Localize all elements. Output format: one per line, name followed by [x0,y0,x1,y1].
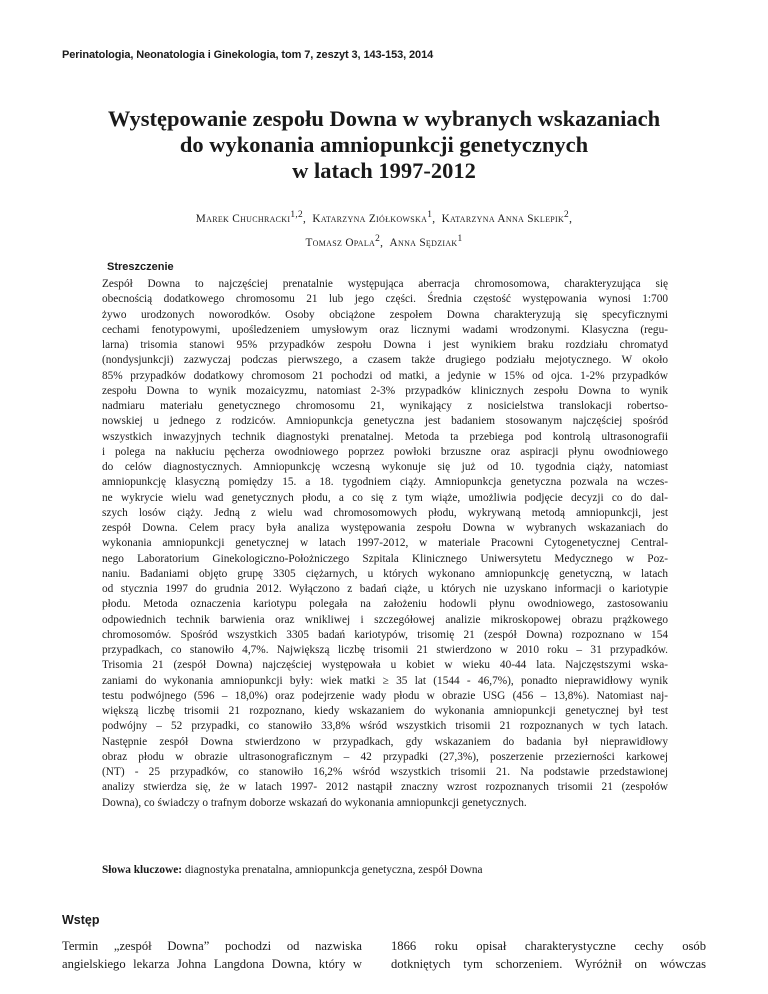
abstract-line: naniu. Badaniami objęto grupę 3305 ciężarnych, u których wykonano amniopunkcję genetyczną, w latach [102,567,668,580]
abstract-line: larna) trisomia stanowi 95% przypadków zespołu Downa i jest wynikiem braku rozdziału chromatyd [102,339,668,351]
abstract-line: Następnie zespół Downa stwierdzono w przypadkach, gdy wskazaniem do badania był nieprawidłowy [102,735,668,748]
author-affiliation: 2 [564,210,570,220]
author-name: Katarzyna Anna Sklepik [441,212,565,225]
article-title [40,106,728,184]
title-line: w latach 1997-2012 [292,158,476,183]
abstract-line: od stycznia 1997 do grudnia 2012. Wyłączono z badań ciąże, u których nie uzyskano informacji o kariotypie [102,583,668,595]
abstract-line: ne wykrycie wielu wad genetycznych płodu, a co się z tym wiąże, umożliwia podjęcie decyzji co do dal- [102,491,668,504]
abstract-line: (nondysjunkcji) zazwyczaj podczas pierwszego, a czasem także drugiego podziału mejotycznego. W około [102,354,668,367]
abstract-line: Trisomia 21 (zespół Downa) najczęściej występowała u kobiet w wieku 40-44 lata. Najczęstszymi wska- [102,659,668,672]
abstract-line: 85% przypadków dodatkowy chromosom 21 pochodzi od matki, a jedynie w 15% od ojca. 1-2% przypadków [102,369,668,382]
abstract-line: (NT) - 25 przypadków, co stanowiło 16,2% wśród wszystkich trisomii 21. Na podstawie przedstawionej [102,766,668,778]
abstract-line: i polega na nakłuciu pęcherza owodniowego poprzez powłoki brzuszne oraz aspiracji płynu owodniowego [102,445,668,458]
abstract-line: cechami fenotypowymi, upośledzeniem umysłowym oraz licznymi wadami wrodzonymi. Klasyczna (regu- [102,323,668,336]
author-name: Katarzyna Ziółkowska [312,212,428,225]
abstract-heading: Streszczenie [107,261,174,273]
abstract-line: nowskiej u jednego z rodziców. Amniopunkcja genetyczna jest badaniem stosowanym najczęściej spośród [102,415,668,428]
abstract-line: Zespół Downa to najczęściej prenatalnie występująca aberracja chromosomowa, charakteryzująca się [102,278,668,290]
abstract-body [102,277,668,811]
author-affiliation: 1 [457,233,463,244]
author-list: Marek Chuchracki$^{1,2}$, Katarzyna Ziółkowska$^1$, Katarzyna Anna Sklepik$^2$, Tomasz Opala$^2$, Anna Sędziak$^1$ [195,210,573,249]
abstract-line: testu podwójnego (596 – 18,0%) oraz podejrzenie wady płodu w obrazie USG (456 – 13,8%). Natomiast naj- [102,689,668,702]
abstract-line: chromosomów. Spośród wszystkich 3305 badań kariotypów, trisomię 21 (zespół Downa) rozpoznano w 154 [102,628,668,641]
abstract-line: nadmiaru materiału genetycznego chromosomu 21, wynikający z nosicielstwa translokacji robertso- [102,400,668,412]
author-name: Marek Chuchracki [195,212,291,225]
abstract-line: zaniami do wykonania amniopunkcji były: wiek matki ≥ 35 lat (1544 - 46,7%), ponadto nieprawidłowy wynik [102,674,668,687]
body-column-left [62,938,362,973]
body-text-line: dotkniętych tym schorzeniem. Wyróżnił on wówczas [391,956,706,971]
abstract-line: przypadkach, co stanowiło 4,7%. Największą liczbę trisomii 21 stwierdzono w 2010 roku – 31 przypadków. [102,644,668,656]
title-line: do wykonania amniopunkcji genetycznych [179,132,589,157]
author-affiliation: 1,2 [290,210,304,220]
author-affiliation: 1 [427,210,433,220]
abstract-line: nego Laboratorium Ginekologiczno-Położniczego Szpitala Klinicznego Uniwersytetu Medycznego w Poz- [102,552,668,565]
abstract-line: Downa), co świadczy o trafnym doborze wskazań do wykonania amniopunkcji genetycznych. [102,796,527,809]
author-name: Tomasz Opala [305,236,376,249]
abstract-line: obecnością dodatkowego chromosomu 21 lub jego części. Średnia częstość występowania wynosi 1:700 [102,293,668,306]
body-text-line: 1866 roku opisał charakterystyczne cechy osób [391,939,706,953]
body-column-right [391,938,706,973]
author-name: Anna Sędziak [389,236,458,249]
journal-header: Perinatologia, Neonatologia i Ginekologia, tom 7, zeszyt 3, 143-153, 2014 [62,49,434,61]
abstract-line: odpowiednich technik barwienia oraz wnikliwej i szczegółowej analizie mikroskopowej obrazu prążkowego [102,613,668,626]
abstract-line: wszystkich inwazyjnych technik diagnostyki prenatalnej. Metoda ta przebiega pod kontrolą ultrasonografii [102,430,668,443]
title-line: Występowanie zespołu Downa w wybranych wskazaniach [107,106,661,131]
abstract-line: większą liczbę trisomii 21 rozpoznano, kiedy wskazaniem do wykonania amniopunkcji genetycznej był test [102,705,668,717]
keywords [102,864,483,876]
abstract-line: szych losów ciąży. Jedną z wielu wad chromosomowych płodu, wykrywaną metodą amniopunkcji, jest [102,506,668,519]
abstract-line: zespół Downa. Celem pracy była analiza występowania zespołu Downa w wybranych wskazaniach do [102,522,668,534]
abstract-line: amniopunkcję klasyczną pomiędzy 15. a 18. tygodniem ciąży. Amniopunkcja genetyczna pozwala na wczes- [102,476,668,489]
abstract-line: analizy stwierdza się, że w latach 1997- 2012 nastąpił znaczny wzrost rozpoznanych trisomii 21 (zespołów [102,781,668,794]
author-affiliation: 2 [375,233,381,244]
body-text-line: Termin „zespół Downa” pochodzi od nazwiska [62,939,362,953]
abstract-line: płodu. Metoda oznaczenia kariotypu polegała na założeniu hodowli płynu owodniowego, zastosowaniu [102,598,668,611]
abstract-line: podwójny – 52 przypadki, co stanowiło 33,8% wśród wszystkich trisomii 21 rozpoznanych w tych latach. [102,720,668,733]
keywords-text: diagnostyka prenatalna, amniopunkcja genetyczna, zespół Downa [182,864,483,876]
abstract-line: zespołu Downa to wynik mozaicyzmu, natomiast 2-3% przypadków klinicznych zespołu Downa to wynik [102,384,668,397]
abstract-line: wykonania amniopunkcji genetycznej w latach 1997-2012, w materiale Pracowni Cytogenetycznej Central- [102,537,668,550]
keywords-label: Słowa kluczowe: [102,864,183,876]
section-heading: Wstęp [62,913,100,927]
abstract-line: żywo urodzonych noworodków. Osoby obciążone zespołem Downa charakteryzują się specyficznymi [102,308,668,321]
abstract-line: obraz płodu w obrazie ultrasonograficznym – 42 przypadki (27,3%), poszerzenie przezierności karkowej [102,750,668,763]
body-text-line: angielskiego lekarza Johna Langdona Downa, który w [62,956,362,971]
abstract-line: do celów diagnostycznych. Amniopunkcję wczesną wykonuje się już od 10. tygodnia ciąży, natomiast [102,461,668,473]
